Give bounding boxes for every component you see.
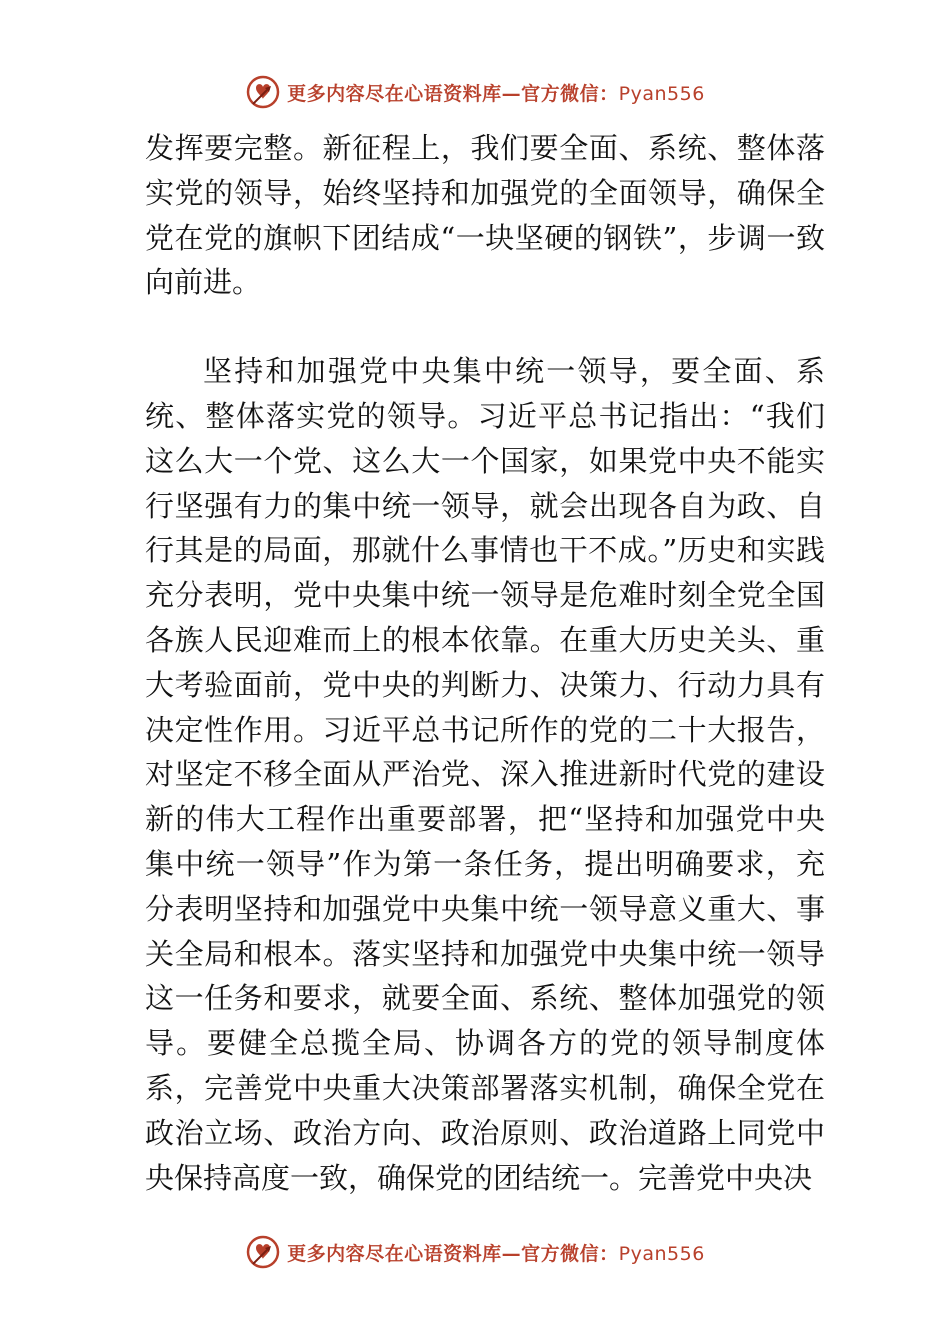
footer-banner-text: 更多内容尽在心语资料库—官方微信：Pyan556 <box>287 1242 705 1265</box>
paragraph-1: 发挥要完整。新征程上，我们要全面、系统、整体落实党的领导，始终坚持和加强党的全面领导，确保全党在党的旗帜下团结成“一块坚硬的钢铁”，步调一致向前进。 <box>145 131 825 300</box>
heart-pen-logo-icon <box>245 74 281 110</box>
header-banner <box>0 72 950 112</box>
footer-banner <box>0 1232 950 1272</box>
paragraph-2: 坚持和加强党中央集中统一领导，要全面、系统、整体落实党的领导。习近平总书记指出：“我们这么大一个党、这么大一个国家，如果党中央不能实行坚强有力的集中统一领导，就会出现各自为政、自行其是的局面，那就什么事情也干不成。”历史和实践充分表明，党中央集中统一领导是危难时刻全党全国各族人民迎难而上的根本依靠。在重大历史关头、重大考验面前，党中央的判断力、决策力、行动力具有决定性作用。习近平总书记所作的党的二十大报告，对坚定不移全面从严治党、深入推进新时代党的建设新的伟大工程作出重要部署，把“坚持和加强党中央集中统一领导”作为第一条任务，提出明确要求，充分表明坚持和加强党中央集中统一领导意义重大、事关全局和根本。落实坚持和加强党中央集中统一领导这一任务和要求，就要全面、系统、整体加强党的领导。要健全总揽全局、协调各方的党的领导制度体系，完善党中央重大决策部署落实机制，确保全党在政治立场、政治方向、政治原则、政治道路上同党中央保持高度一致，确保党的团结统一。完善党中央决 <box>145 354 825 1195</box>
heart-pen-logo-icon <box>245 1234 281 1270</box>
document-body <box>145 126 825 1200</box>
header-banner-text: 更多内容尽在心语资料库—官方微信：Pyan556 <box>287 82 705 105</box>
header-wechat-id: Pyan556 <box>618 82 705 105</box>
footer-wechat-id: Pyan556 <box>618 1242 705 1265</box>
